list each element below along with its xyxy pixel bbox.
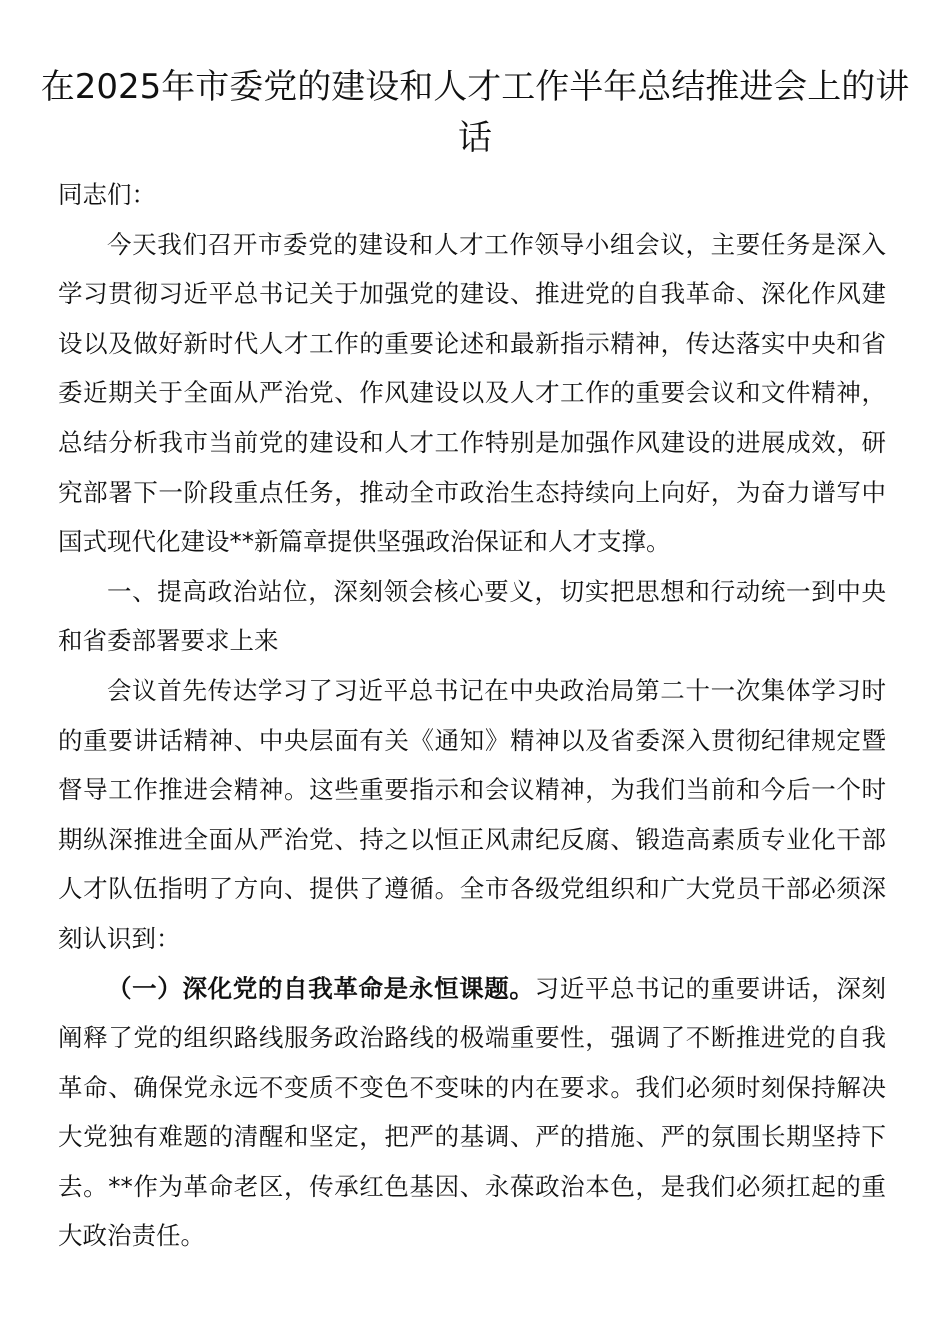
salutation: 同志们： [58, 180, 156, 209]
point-1-lead: （一）深化党的自我革命是永恒课题。 [107, 973, 535, 1003]
point-1-text: 习近平总书记的重要讲话，深刻阐释了党的组织路线服务政治路线的极端重要性，强调了不断推进党的自我革命、确保党永远不变质不变色不变味的内在要求。我们必须时刻保持解决大党独有难题的清醒和坚定，把严的基调、严的措施、严的氛围长期坚持下去。**作为革命老区，传承红色基因、永葆政治本色，是我们必须扛起的重大政治责任。 [58, 973, 887, 1251]
paragraph-intro: 今天我们召开市委党的建设和人才工作领导小组会议，主要任务是深入学习贯彻习近平总书记关于加强党的建设、推进党的自我革命、深化作风建设以及做好新时代人才工作的重要论述和最新指示精神，传达落实中央和省委近期关于全面从严治党、作风建设以及人才工作的重要会议和文件精神，总结分析我市当前党的建设和人才工作特别是加强作风建设的进展成效，研究部署下一阶段重点任务，推动全市政治生态持续向上向好，为奋力谱写中国式现代化建设**新篇章提供坚强政治保证和人才支撑。 [58, 229, 886, 557]
section-heading-1: 一、提高政治站位，深刻领会核心要义，切实把思想和行动统一到中央和省委部署要求上来 [58, 576, 886, 656]
document-title: 在2025年市委党的建设和人才工作半年总结推进会上的讲话 [40, 67, 910, 158]
paragraph-section-1: 会议首先传达学习了习近平总书记在中央政治局第二十一次集体学习时的重要讲话精神、中央层面有关《通知》精神以及省委深入贯彻纪律规定暨督导工作推进会精神。这些重要指示和会议精神，为我们当前和今后一个时期纵深推进全面从严治党、持之以恒正风肃纪反腐、锻造高素质专业化干部人才队伍指明了方向、提供了遵循。全市各级党组织和广大党员干部必须深刻认识到： [58, 675, 886, 953]
paragraph-point-1 [58, 964, 886, 1262]
document-body [58, 170, 886, 1261]
